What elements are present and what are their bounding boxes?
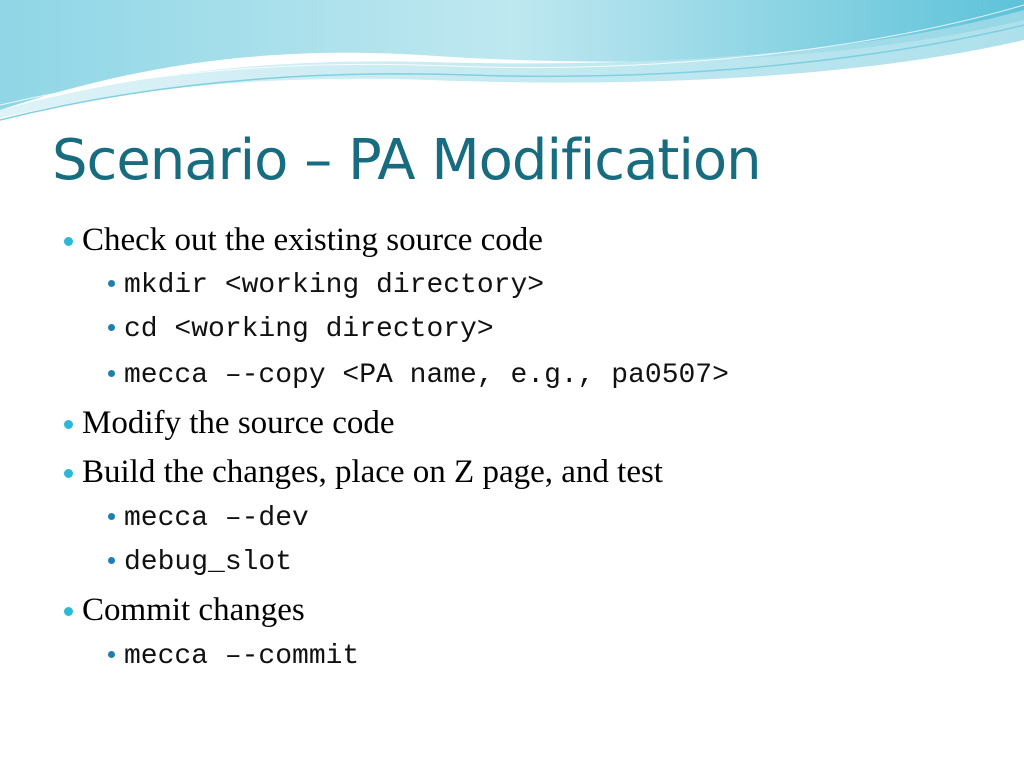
sub-bullet-debug [108,547,292,578]
bullet-checkout [64,222,543,259]
bullet-dot-icon [64,607,73,616]
sub-bullet-cd [108,314,494,345]
bullet-dot-icon [108,513,115,520]
bullet-dot-icon [108,651,115,658]
sub-bullet-commit-cmd [108,641,359,672]
sub-bullet-mkdir [108,270,544,301]
bullet-text: mkdir <working directory> [124,270,545,301]
bullet-text: Build the changes, place on Z page, and test [82,454,663,490]
header-wave-decoration [0,0,1024,130]
bullet-text: Check out the existing source code [82,222,543,258]
sub-bullet-dev [108,503,309,534]
bullet-dot-icon [64,469,73,478]
bullet-dot-icon [64,237,73,246]
bullet-dot-icon [108,370,115,377]
bullet-text: Modify the source code [82,405,395,441]
bullet-dot-icon [108,557,115,564]
bullet-commit [64,592,305,629]
sub-bullet-copy [108,360,729,391]
bullet-text: cd <working directory> [124,314,494,345]
bullet-text: mecca –-copy <PA name, e.g., pa0507> [124,360,729,391]
bullet-dot-icon [108,280,115,287]
bullet-dot-icon [64,420,73,429]
bullet-text: mecca –-dev [124,503,309,534]
bullet-text: Commit changes [82,592,305,628]
slide-title: Scenario – PA Modification [52,128,761,193]
bullet-modify [64,405,395,442]
bullet-dot-icon [108,324,115,331]
bullet-build [64,454,663,491]
bullet-text: debug_slot [124,547,293,578]
bullet-text: mecca –-commit [124,641,360,672]
